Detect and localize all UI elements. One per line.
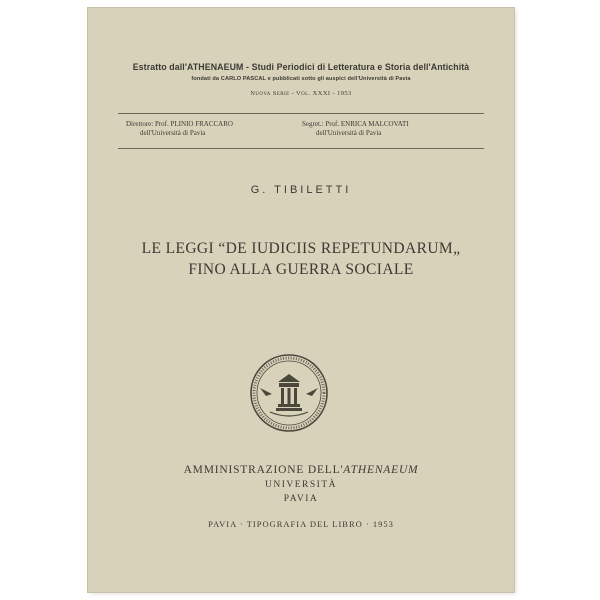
bottom-divider: [118, 148, 484, 149]
title-line-1: LE LEGGI “DE IUDICIIS REPETUNDARUM„: [141, 240, 461, 257]
journal-founders: fondati da CARLO PASCAL e pubblicati sotto gli auspici dell'Università di Pavia: [191, 76, 411, 82]
journal-volume: Nuova Serie - Vol. XXXI - 1953: [250, 90, 352, 97]
secretary-name: Segret.: Prof. ENRICA MALCOVATI: [302, 120, 409, 128]
top-divider: [118, 113, 484, 114]
title-line-2: FINO ALLA GUERRA SOCIALE: [188, 261, 414, 278]
secretary-block: [302, 120, 409, 137]
publisher-name: [88, 464, 514, 476]
director-name: Direttore: Prof. PLINIO FRACCARO: [126, 120, 233, 128]
director-block: [126, 120, 233, 137]
director-affiliation: dell'Università di Pavia: [140, 128, 206, 137]
publisher-university: UNIVERSITÀ: [265, 480, 337, 490]
printer-footer: PAVIA · TIPOGRAFIA DEL LIBRO · 1953: [208, 519, 394, 529]
author-name: G. TIBILETTI: [250, 184, 352, 196]
publisher-city: PAVIA: [283, 494, 319, 504]
publisher-prefix: AMMINISTRAZIONE DELL': [183, 464, 344, 476]
document-cover: [88, 8, 514, 592]
university-seal-icon: [248, 352, 330, 434]
secretary-affiliation: dell'Università di Pavia: [316, 128, 382, 137]
publisher-journal: ATHENAEUM: [343, 464, 419, 476]
journal-header: Estratto dall'ATHENAEUM - Studi Periodici di Letteratura e Storia dell'Antichità: [132, 62, 470, 72]
